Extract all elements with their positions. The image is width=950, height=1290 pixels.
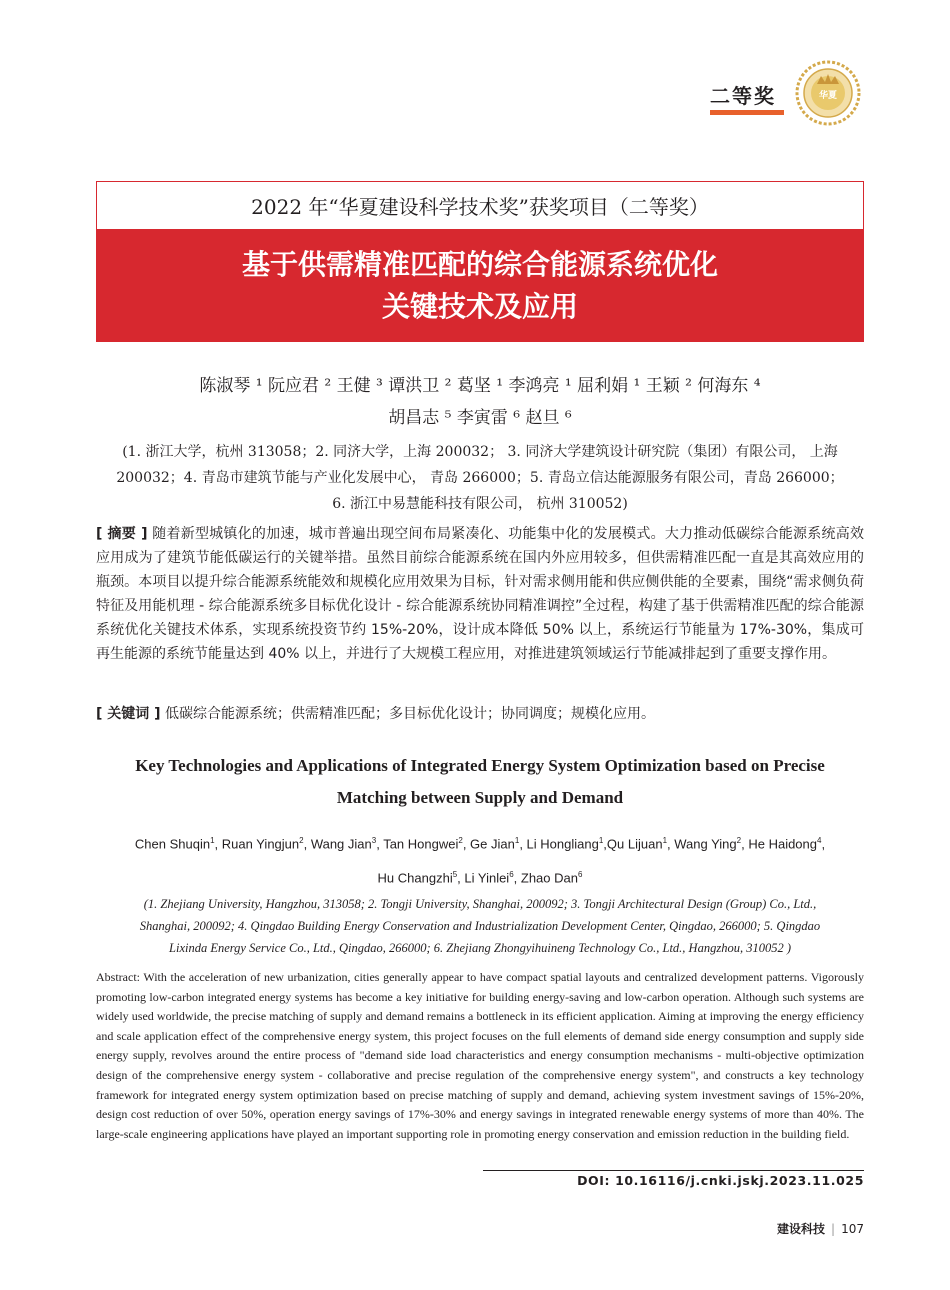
abstract-cn [96, 522, 864, 666]
authors-cn-line-1: 陈淑琴 ¹ 阮应君 ² 王健 ³ 谭洪卫 ² 葛坚 ¹ 李鸿亮 ¹ 屈利娟 ¹ 王颖 ² 何海东 ⁴ [199, 376, 761, 396]
footer-separator: | [831, 1222, 836, 1236]
author-en: Qu Lijuan [606, 836, 663, 852]
abstract-cn-tag: [ 摘要 ] [96, 526, 148, 542]
affiliations-en-line-3: Lixinda Energy Service Co., Ltd., Qingdao, 266000; 6. Zhejiang Zhongyihuineng Technology Co., Ltd., Hangzhou, 310052 ) [169, 941, 791, 955]
page-footer [700, 1220, 864, 1237]
title-line-1: 基于供需精准匹配的综合能源系统优化 [241, 247, 718, 281]
author-en: He Haidong [748, 836, 817, 852]
author-en: Chen Shuqin [134, 836, 211, 852]
authors-en-line-2: Hu Changzhi$^5$, Li Yinlei$^6$, Zhao Dan$^6$ [377, 870, 583, 886]
author-en: Zhao Dan [520, 870, 578, 886]
abstract-cn-text: 随着新型城镇化的加速，城市普遍出现空间布局紧凑化、功能集中化的发展模式。大力推动低碳综合能源系统高效应用成为了建筑节能低碳运行的关键举措。虽然目前综合能源系统在国内外应用较多，但供需精准匹配一直是其高效应用的瓶颈。本项目以提升综合能源系统能效和规模化应用效果为目标，针对需求侧用能和供应侧供能的全要素，围绕“需求侧负荷特征及用能机理 - 综合能源系统多目标优化设计 - 综合能源系统协同精准调控”全过程，构建了基于供需精准匹配的综合能源系统优化关键技术体系，实现系统投资节约 15%-20%，设计成本降低 50% 以上，系统运行节能量为 17%-30%，集成可再生能源的系统节能量达到 40% 以上，并进行了大规模工程应用，对推进建筑领域运行节能减排起到了重要支撑作用。 [96, 526, 865, 662]
keywords-cn-tag: [ 关键词 ] [96, 706, 161, 722]
award-seal-icon [795, 60, 861, 126]
author-en-affil: 3 [371, 836, 377, 845]
award-seal-text: 华夏 [818, 91, 838, 101]
keywords-cn [96, 702, 864, 726]
authors-cn-line-2: 胡昌志 ⁵ 李寅雷 ⁶ 赵旦 ⁶ [388, 408, 572, 428]
doi: DOI: 10.16116/j.cnki.jskj.2023.11.025 [577, 1173, 864, 1188]
author-en: Wang Jian [310, 836, 372, 852]
author-en-affil: 6 [509, 870, 514, 880]
affiliations-cn-line-3: 6. 浙江中易慧能科技有限公司， 杭州 310052) [332, 496, 628, 512]
page-title [96, 229, 864, 342]
award-banner: 2022 年“华夏建设科学技术奖”获奖项目（二等奖） [96, 181, 864, 229]
affiliations-cn-line-2: 200032；4. 青岛市建筑节能与产业化发展中心， 青岛 266000；5. 青岛立信达能源服务有限公司，青岛 266000； [116, 470, 844, 486]
author-en-affil: 2 [736, 836, 742, 845]
author-en-affil: 4 [817, 836, 822, 845]
affiliations-en [96, 893, 864, 959]
authors-cn [96, 370, 864, 434]
keywords-cn-text: 低碳综合能源系统；供需精准匹配；多目标优化设计；协同调度；规模化应用。 [165, 706, 655, 722]
affiliations-cn [96, 439, 864, 517]
affiliations-en-line-2: Shanghai, 200092; 4. Qingdao Building Energy Conservation and Industrialization Development Center, Qingdao, 266000; 5. Qingdao [139, 919, 821, 933]
affiliations-cn-line-1: (1. 浙江大学，杭州 313058；2. 同济大学，上海 200032； 3. 同济大学建筑设计研究院（集团）有限公司， 上海 [122, 444, 838, 460]
title-en-line-1: Key Technologies and Applications of Integrated Energy System Optimization based on Precise [135, 756, 825, 775]
abstract-en: Abstract: With the acceleration of new urbanization, cities generally appear to have compact spatial layouts and centralized development patterns. Vigorously promoting low-carbon integrated energy systems has become a key initiative for building energy-saving and low-carbon operation. Although such systems are widely used worldwide, the precise matching of supply and demand remains a bottleneck in its efficient application. Aiming at improving the energy efficiency and scale application effect of the comprehensive energy system, this project focuses on the full elements of demand side energy consumption and supply side energy supply, revolves around the entire process of "demand side load characteristics and energy consumption mechanisms - multi-objective optimization design of the comprehensive energy system - collaborative and precise regulation of the comprehensive energy system", and constructs a key technology framework for integrated energy system optimization based on precise matching of supply and demand, achieving system investment savings of 15%-20%, design cost reduction of over 50%, operation energy savings of 17%-30% and energy savings in integrated renewable energy systems of more than 40%. The large-scale engineering applications have played an important supporting role in promoting energy conservation and emission reduction in the building field. [96, 970, 864, 1141]
authors-en [96, 825, 864, 894]
author-en: Li Yinlei [464, 870, 510, 886]
author-en: Ruan Yingjun [221, 836, 300, 852]
award-label: 二等奖 [710, 84, 776, 108]
title-line-2: 关键技术及应用 [381, 289, 578, 323]
title-en-line-2: Matching between Supply and Demand [336, 788, 624, 807]
author-en: Li Hongliang [526, 836, 599, 852]
page-number: 107 [841, 1222, 864, 1236]
author-en-affil: 1 [662, 836, 668, 845]
author-en-affil: 2 [458, 836, 463, 845]
author-en: Ge Jian [470, 836, 515, 852]
author-en-affil: 6 [577, 870, 583, 880]
title-en [96, 750, 864, 814]
authors-en-line-1: Chen Shuqin$^1$, Ruan Yingjun$^2$, Wang Jian$^3$, Tan Hongwei$^2$, Ge Jian$^1$, Li Hongliang$^1$,Qu Lijuan$^1$, Wang Ying$^2$, He Haidong$^4$, [134, 836, 826, 852]
affiliations-en-line-1: (1. Zhejiang University, Hangzhou, 313058; 2. Tongji University, Shanghai, 200092; 3. Tongji Architectural Design (Group) Co., Ltd., [143, 897, 817, 911]
author-en: Wang Ying [674, 836, 737, 852]
author-en-affil: 1 [514, 836, 520, 845]
author-en-affil: 2 [299, 836, 304, 845]
author-en-affil: 1 [598, 836, 604, 845]
author-en-affil: 5 [452, 870, 458, 880]
journal-name: 建设科技 [777, 1222, 826, 1236]
author-en: Hu Changzhi [377, 870, 453, 886]
doi-divider [483, 1170, 864, 1171]
award-underline [710, 110, 784, 115]
author-en-affil: 1 [210, 836, 215, 845]
author-en: Tan Hongwei [383, 836, 459, 852]
